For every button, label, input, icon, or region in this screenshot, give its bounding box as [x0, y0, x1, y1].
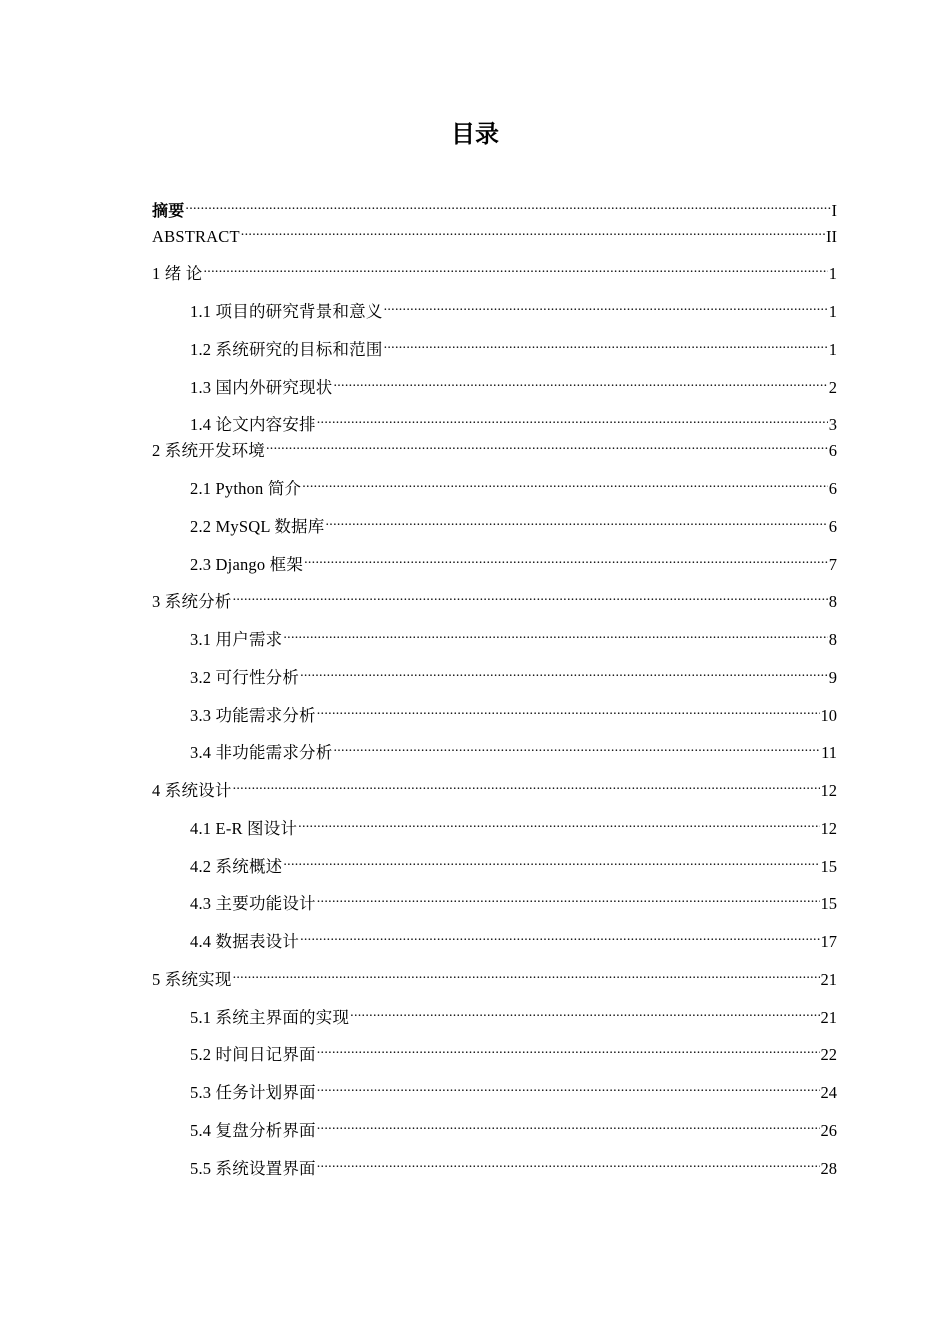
dot-leader [300, 659, 828, 683]
toc-entry-label: 摘要 [152, 201, 185, 220]
toc-entry-5-2[interactable] [190, 1036, 837, 1064]
toc-entry-1-2[interactable] [190, 331, 837, 359]
dot-leader [304, 546, 828, 570]
toc-entry-label: 5.3 任务计划界面 [190, 1083, 316, 1102]
toc-entry-1-1[interactable] [190, 293, 837, 321]
toc-entry-abstract-en[interactable] [152, 218, 837, 246]
toc-entry-1-3[interactable] [190, 369, 837, 397]
dot-leader [317, 697, 820, 721]
toc-entry-chapter-2[interactable] [152, 432, 837, 460]
toc-entry-page: 6 [828, 479, 837, 498]
dot-leader [283, 621, 827, 645]
toc-entry-abstract-cn[interactable] [152, 192, 837, 220]
toc-entry-page: 9 [828, 668, 837, 687]
dot-leader [233, 583, 828, 607]
dot-leader [241, 218, 825, 242]
toc-entry-label: 2.3 Django 框架 [190, 555, 304, 574]
toc-entry-label: 3.1 用户需求 [190, 630, 283, 649]
toc-entry-chapter-1[interactable] [152, 255, 837, 283]
toc-entry-page: 8 [828, 630, 837, 649]
toc-entry-page: 26 [820, 1121, 837, 1140]
toc-entry-label: 2.1 Python 简介 [190, 479, 302, 498]
toc-entry-chapter-3[interactable] [152, 583, 837, 611]
toc-entry-5-3[interactable] [190, 1074, 837, 1102]
toc-entry-5-4[interactable] [190, 1112, 837, 1140]
toc-entry-chapter-5[interactable] [152, 961, 837, 989]
page-title: 目录 [451, 120, 499, 148]
toc-entry-label: 4.1 E-R 图设计 [190, 819, 298, 838]
toc-entry-page: II [826, 227, 837, 246]
toc-entry-page: 15 [820, 857, 837, 876]
dot-leader [298, 810, 819, 834]
toc-entry-page: 6 [828, 441, 837, 460]
dot-leader [266, 432, 828, 456]
dot-leader [350, 999, 819, 1023]
toc-entry-5-5[interactable] [190, 1150, 837, 1178]
toc-entry-4-4[interactable] [190, 923, 837, 951]
toc-entry-page: 10 [820, 706, 837, 725]
toc-entry-page: 11 [821, 743, 837, 762]
toc-entry-page: 2 [828, 378, 837, 397]
toc-entry-label: 2.2 MySQL 数据库 [190, 517, 325, 536]
toc-entry-label: 5.5 系统设置界面 [190, 1159, 316, 1178]
dot-leader [384, 331, 828, 355]
toc-entry-1-4[interactable] [190, 406, 837, 434]
toc-entry-label: 1.2 系统研究的目标和范围 [190, 340, 383, 359]
dot-leader [317, 1150, 820, 1174]
dot-leader [333, 369, 827, 393]
toc-entry-page: 8 [828, 592, 837, 611]
toc-entry-page: 21 [820, 1008, 837, 1027]
dot-leader [283, 848, 819, 872]
toc-entry-label: 1.4 论文内容安排 [190, 415, 316, 434]
toc-entry-label: 1.1 项目的研究背景和意义 [190, 302, 383, 321]
toc-entry-page: 3 [828, 415, 837, 434]
toc-entry-page: 28 [820, 1159, 837, 1178]
dot-leader [185, 192, 830, 216]
toc-entry-3-4[interactable] [190, 734, 837, 762]
toc-entry-page: 15 [820, 894, 837, 913]
toc-entry-label: 4.3 主要功能设计 [190, 894, 316, 913]
toc-entry-page: 1 [828, 264, 837, 283]
toc-entry-chapter-4[interactable] [152, 772, 837, 800]
toc-entry-2-2[interactable] [190, 508, 837, 536]
dot-leader [384, 293, 828, 317]
dot-leader [317, 1074, 820, 1098]
toc-entry-label: 3.4 非功能需求分析 [190, 743, 333, 762]
toc-entry-label: 4.2 系统概述 [190, 857, 283, 876]
dot-leader [317, 885, 820, 909]
dot-leader [204, 255, 828, 279]
toc-entry-page: I [831, 201, 837, 220]
toc-entry-page: 17 [820, 932, 837, 951]
toc-entry-3-2[interactable] [190, 659, 837, 687]
toc-entry-label: 3.3 功能需求分析 [190, 706, 316, 725]
toc-entry-label: 3 系统分析 [152, 592, 232, 611]
dot-leader [325, 508, 827, 532]
toc-entry-label: 4.4 数据表设计 [190, 932, 300, 951]
toc-entry-page: 7 [828, 555, 837, 574]
toc-entry-5-1[interactable] [190, 999, 837, 1027]
dot-leader [317, 406, 828, 430]
dot-leader [317, 1112, 820, 1136]
toc-entry-page: 12 [820, 781, 837, 800]
toc-entry-label: ABSTRACT [152, 227, 240, 246]
toc-entry-label: 1.3 国内外研究现状 [190, 378, 333, 397]
toc-entry-3-1[interactable] [190, 621, 837, 649]
toc-entry-label: 4 系统设计 [152, 781, 232, 800]
dot-leader [233, 772, 820, 796]
toc-entry-page: 1 [828, 340, 837, 359]
dot-leader [233, 961, 820, 985]
toc-entry-3-3[interactable] [190, 697, 837, 725]
toc-entry-label: 2 系统开发环境 [152, 441, 265, 460]
toc-entry-page: 12 [820, 819, 837, 838]
toc-entry-label: 5.4 复盘分析界面 [190, 1121, 316, 1140]
dot-leader [333, 734, 820, 758]
dot-leader [302, 470, 828, 494]
toc-entry-label: 5.2 时间日记界面 [190, 1045, 316, 1064]
toc-entry-2-1[interactable] [190, 470, 837, 498]
toc-entry-label: 1 绪 论 [152, 264, 203, 283]
dot-leader [300, 923, 819, 947]
toc-entry-2-3[interactable] [190, 546, 837, 574]
toc-entry-4-1[interactable] [190, 810, 837, 838]
toc-entry-page: 22 [820, 1045, 837, 1064]
toc-entry-label: 5.1 系统主界面的实现 [190, 1008, 350, 1027]
toc-entry-4-3[interactable] [190, 885, 837, 913]
toc-entry-page: 21 [820, 970, 837, 989]
toc-entry-page: 1 [828, 302, 837, 321]
toc-entry-label: 5 系统实现 [152, 970, 232, 989]
dot-leader [317, 1036, 820, 1060]
toc-entry-page: 6 [828, 517, 837, 536]
toc-entry-label: 3.2 可行性分析 [190, 668, 300, 687]
toc-entry-4-2[interactable] [190, 848, 837, 876]
toc-entry-page: 24 [820, 1083, 837, 1102]
